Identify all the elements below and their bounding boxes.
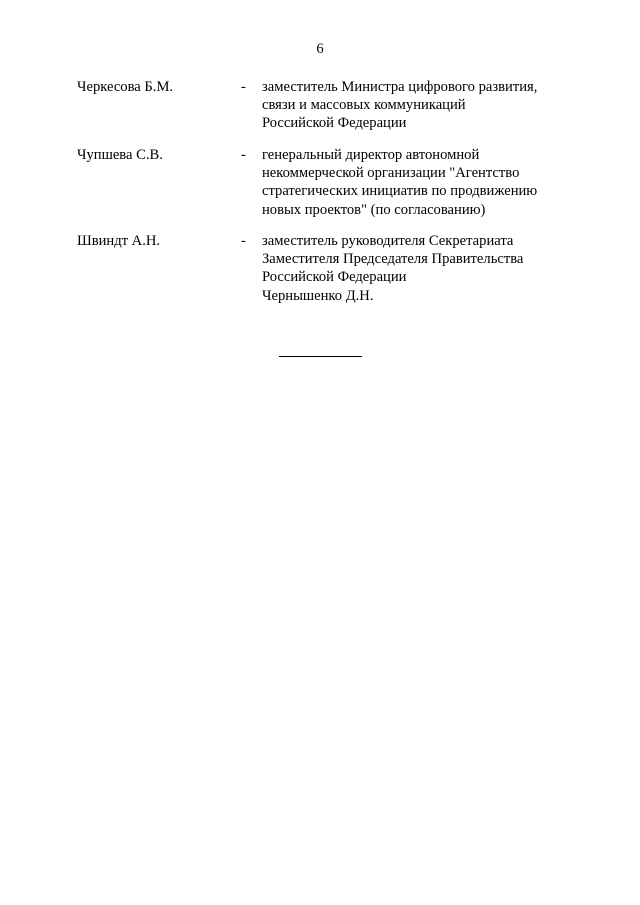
dash-separator: -: [241, 79, 246, 95]
member-name: Чупшева С.В.: [77, 147, 163, 163]
member-position: [262, 146, 537, 219]
position-line: новых проектов" (по согласованию): [262, 201, 486, 218]
member-position: [262, 232, 523, 305]
position-line: заместитель руководителя Секретариата: [262, 233, 514, 249]
page-number: 6: [316, 41, 324, 57]
position-line: заместитель Министра цифрового развития,: [262, 79, 538, 95]
member-name: Черкесова Б.М.: [77, 79, 174, 95]
position-line: Заместителя Председателя Правительства: [262, 251, 524, 268]
position-line: Чернышенко Д.Н.: [262, 287, 374, 304]
dash-separator: -: [241, 233, 246, 249]
position-line: стратегических инициатив по продвижению: [262, 183, 538, 200]
member-position: [262, 78, 537, 133]
dash-separator: -: [241, 147, 246, 163]
position-line: Российской Федерации: [262, 269, 407, 286]
position-line: некоммерческой организации "Агентство: [262, 165, 520, 182]
end-divider: [279, 356, 362, 357]
member-name: Швиндт А.Н.: [77, 233, 161, 249]
position-line: Российской Федерации: [262, 115, 407, 132]
position-line: связи и массовых коммуникаций: [262, 97, 466, 114]
position-line: генеральный директор автономной: [262, 147, 480, 163]
